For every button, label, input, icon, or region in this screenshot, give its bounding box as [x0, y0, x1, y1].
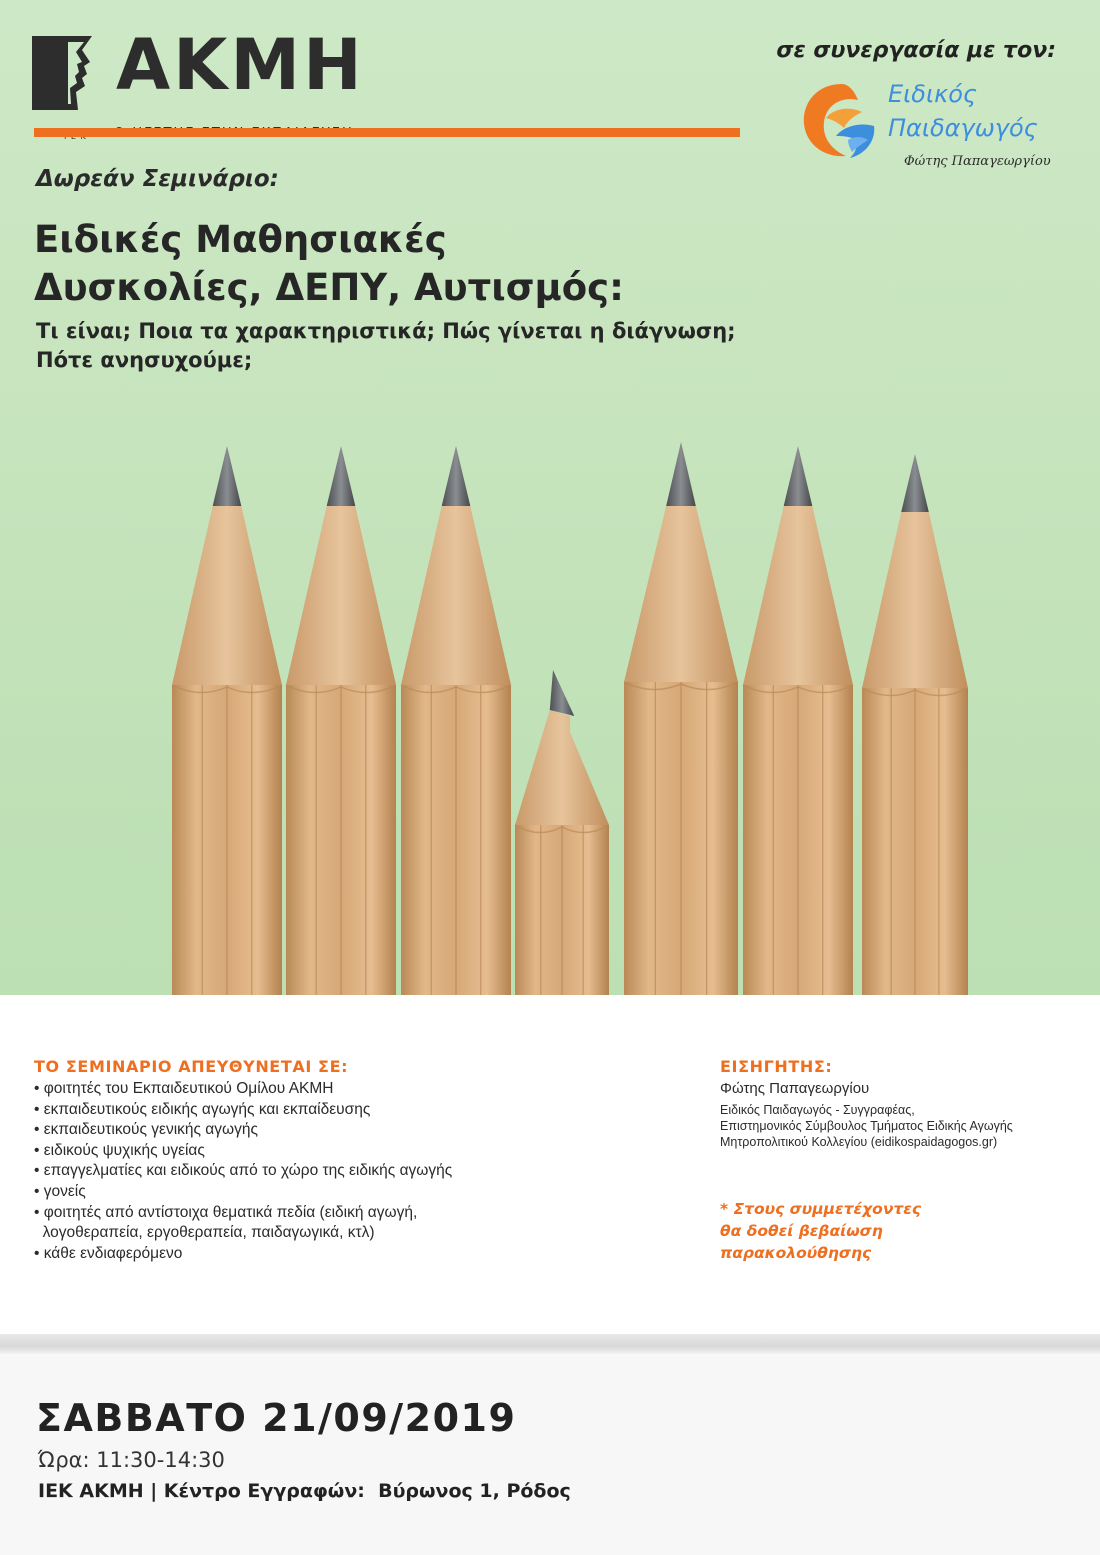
audience-heading: ΤΟ ΣΕΜΙΝΑΡΙΟ ΑΠΕΥΘΥΝΕΤΑΙ ΣΕ: — [34, 1057, 349, 1076]
seminar-subtitle — [36, 317, 736, 375]
partner-title-line2: Παιδαγωγός — [888, 114, 1038, 142]
partner-logo — [796, 78, 1066, 188]
event-footer — [0, 1354, 1100, 1555]
brand-name: ΑΚΜΗ — [116, 24, 365, 106]
speaker-description-line: Ειδικός Παιδαγωγός - Συγγραφέας, — [720, 1103, 915, 1117]
pencil — [401, 446, 511, 995]
seminar-title — [34, 216, 624, 312]
profile-silhouette-icon — [32, 36, 120, 110]
certificate-line: θα δοθεί βεβαίωση — [720, 1222, 883, 1240]
certificate-line: παρακολούθησης — [720, 1244, 872, 1262]
seminar-title-line: Ειδικές Μαθησιακές — [34, 218, 447, 261]
info-section — [0, 995, 1100, 1340]
seminar-kicker: Δωρεάν Σεμινάριο: — [36, 166, 279, 192]
speaker-description — [720, 1102, 1013, 1150]
certificate-line: * Στους συμμετέχοντες — [720, 1200, 922, 1218]
pencil — [286, 446, 396, 995]
pencil — [172, 446, 282, 995]
speaker-description-line: Επιστημονικός Σύμβουλος Τμήματος Ειδικής Αγωγής — [720, 1119, 1013, 1133]
footer-shadow — [0, 1334, 1100, 1354]
audience-item: λογοθεραπεία, εργοθεραπεία, παιδαγωγικά, κτλ) — [34, 1224, 375, 1242]
seminar-title-line: Δυσκολίες, ΔΕΠΥ, Αυτισμός: — [34, 266, 624, 309]
audience-item: • εκπαιδευτικούς ειδικής αγωγής και εκπαίδευσης — [34, 1100, 371, 1118]
pencils-illustration — [0, 430, 1100, 995]
pencil — [862, 454, 968, 995]
certificate-note — [720, 1198, 921, 1264]
helping-hands-icon — [796, 78, 888, 162]
partner-signature: Φώτης Παπαγεωργίου — [904, 154, 1051, 169]
audience-item: • φοιτητές του Εκπαιδευτικού Ομίλου ΑΚΜΗ — [34, 1080, 334, 1097]
partner-label: σε συνεργασία με τον: — [776, 38, 1056, 63]
speaker-description-line: Μητροπολιτικού Κολλεγίου (eidikospaidagogos.gr) — [720, 1135, 998, 1149]
audience-item: • ειδικούς ψυχικής υγείας — [34, 1141, 205, 1159]
pencil — [515, 670, 609, 995]
partner-title-line1: Ειδικός — [888, 80, 978, 108]
seminar-subtitle-line: Τι είναι; Ποια τα χαρακτηριστικά; Πώς γίνεται η διάγνωση; — [36, 319, 736, 343]
audience-item: • φοιτητές από αντίστοιχα θεματικά πεδία (ειδική αγωγή, — [34, 1203, 418, 1221]
event-date: ΣΑΒΒΑΤΟ 21/09/2019 — [36, 1396, 517, 1440]
audience-item: • επαγγελματίες και ειδικούς από το χώρο της ειδικής αγωγής — [34, 1162, 453, 1180]
pencil — [624, 442, 738, 995]
audience-item: • εκπαιδευτικούς γενικής αγωγής — [34, 1121, 258, 1139]
speaker-heading: ΕΙΣΗΓΗΤΗΣ: — [720, 1057, 833, 1076]
audience-list — [34, 1079, 452, 1264]
event-time: Ώρα: 11:30-14:30 — [38, 1448, 225, 1472]
seminar-subtitle-line: Πότε ανησυχούμε; — [36, 348, 253, 372]
pencil — [743, 446, 853, 995]
speaker-name: Φώτης Παπαγεωργίου — [720, 1080, 870, 1097]
audience-item: • γονείς — [34, 1182, 86, 1200]
orange-divider — [34, 128, 740, 137]
audience-item: • κάθε ενδιαφερόμενο — [34, 1244, 183, 1262]
event-venue: ΙΕΚ ΑΚΜΗ | Κέντρο Εγγραφών: Βύρωνος 1, Ρόδος — [38, 1480, 571, 1502]
akmi-logo — [32, 24, 412, 116]
